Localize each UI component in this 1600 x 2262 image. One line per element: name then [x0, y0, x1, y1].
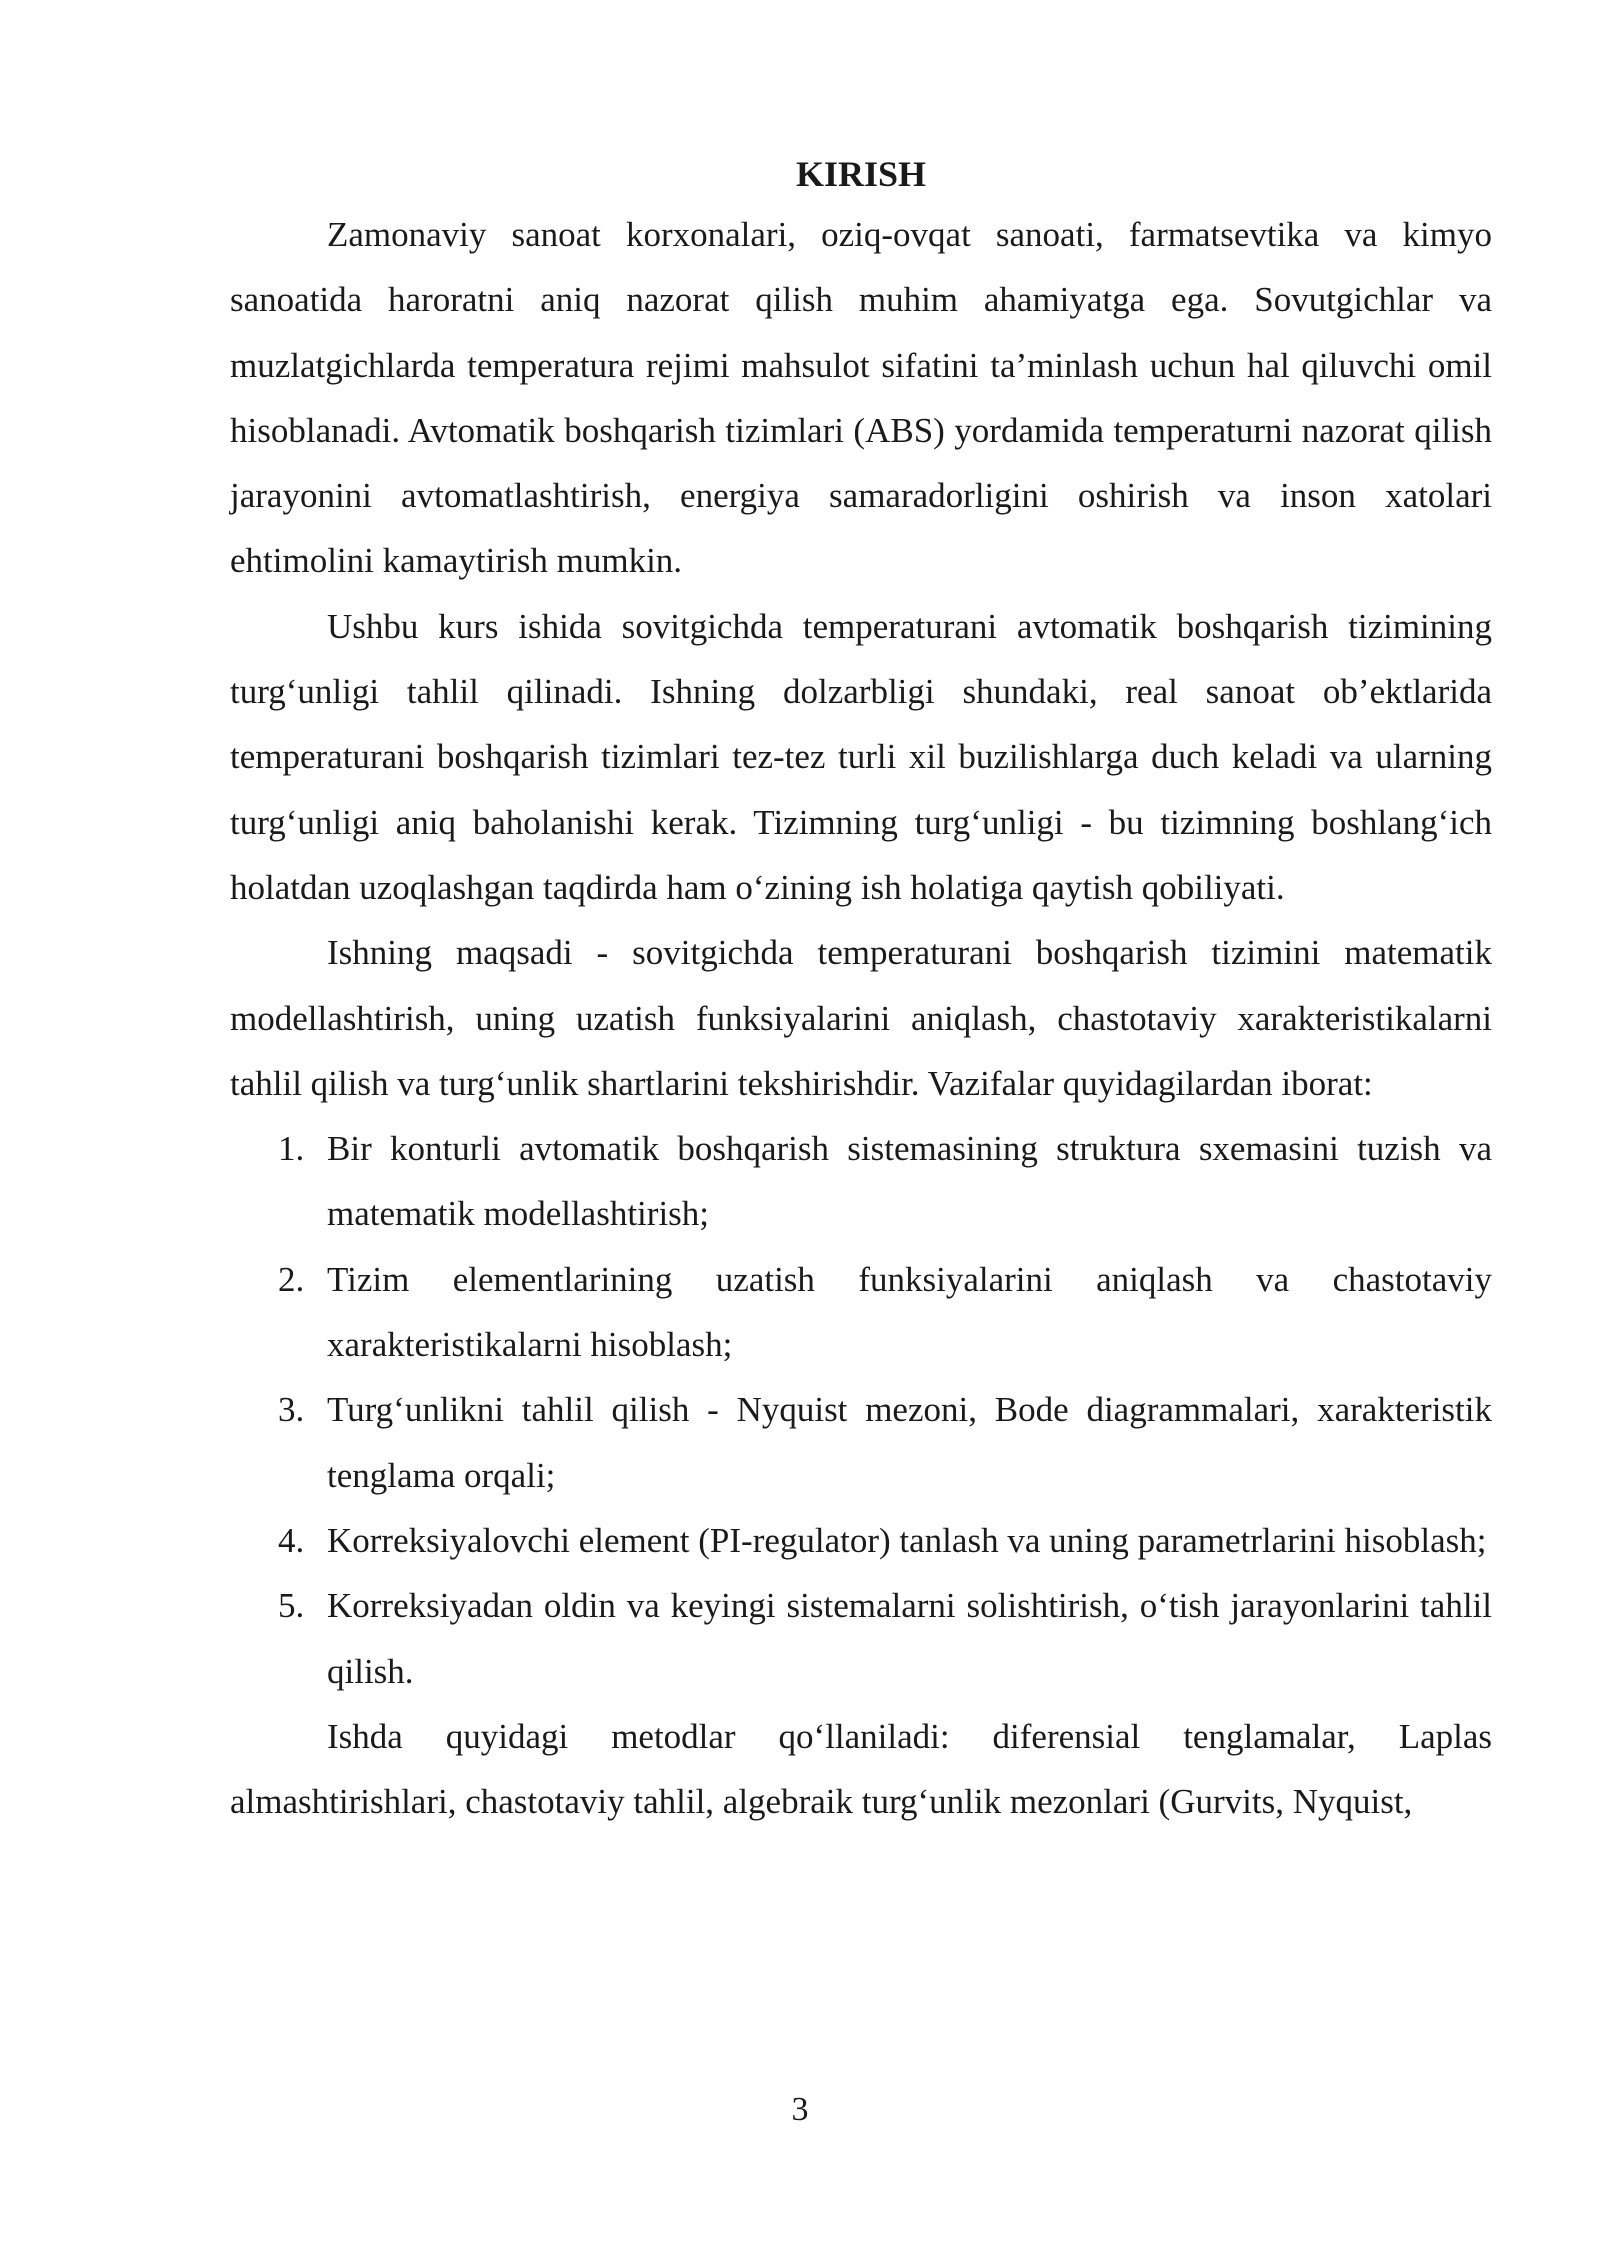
list-item-text: Bir konturli avtomatik boshqarish sistemasining struktura sxemasini tuzish va matematik modellashtirish; — [327, 1129, 1492, 1234]
list-item — [230, 1116, 1492, 1247]
list-item-number: 2. — [278, 1259, 305, 1299]
paragraph-goal: Ishning maqsadi - sovitgichda temperaturani boshqarish tizimini matematik modellashtirish, uning uzatish funksiyalarini aniqlash, chastotaviy xarakteristikalarni tahlil qilish va turg‘unlik shartlarini tekshirishdir. Vazifalar quyidagilardan iborat: — [230, 933, 1492, 1103]
list-item-number: 1. — [278, 1129, 305, 1169]
task-list — [230, 1116, 1492, 1704]
list-item — [230, 1508, 1492, 1573]
list-item-text: Korreksiyalovchi element (PI-regulator) tanlash va uning parametrlarini hisoblash; — [327, 1520, 1487, 1560]
list-item — [230, 1377, 1492, 1508]
paragraph-intro: Zamonaviy sanoat korxonalari, oziq-ovqat sanoati, farmatsevtika va kimyo sanoatida haroratni aniq nazorat qilish muhim ahamiyatga ega. Sovutgichlar va muzlatgichlarda temperatura rejimi mahsulot sifatini ta’minlash uchun hal qiluvchi omil hisoblanadi. Avtomatik boshqarish tizimlari (ABS) yordamida temperaturni nazorat qilish jarayonini avtomatlashtirish, energiya samaradorligini oshirish va inson xatolari ehtimolini kamaytirish mumkin. — [230, 215, 1492, 581]
list-item-number: 4. — [278, 1520, 305, 1560]
list-item-number: 5. — [278, 1586, 305, 1626]
paragraph-methods: Ishda quyidagi metodlar qo‘llaniladi: diferensial tenglamalar, Laplas almashtirishlari, chastotaviy tahlil, algebraik turg‘unlik mezonlari (Gurvits, Nyquist, — [230, 1716, 1492, 1822]
list-item-text: Tizim elementlarining uzatish funksiyalarini aniqlash va chastotaviy xarakteristikalarni hisoblash; — [327, 1259, 1492, 1365]
paragraph-relevance: Ushbu kurs ishida sovitgichda temperaturani avtomatik boshqarish tizimining turg‘unligi tahlil qilinadi. Ishning dolzarbligi shundaki, real sanoat ob’ektlarida temperaturani boshqarish tizimlari tez-tez turli xil buzilishlarga duch keladi va ularning turg‘unligi aniq baholanishi kerak. Tizimning turg‘unligi - bu tizimning boshlang‘ich holatdan uzoqlashgan taqdirda ham o‘zining ish holatiga qaytish qobiliyati. — [230, 606, 1492, 907]
section-title: KIRISH — [795, 154, 927, 194]
document-page — [230, 150, 1492, 1834]
list-item — [230, 1247, 1492, 1378]
list-item-text: Korreksiyadan oldin va keyingi sistemalarni solishtirish, o‘tish jarayonlarini tahlil qilish. — [327, 1586, 1492, 1691]
list-item — [230, 1573, 1492, 1704]
list-item-text: Turg‘unlikni tahlil qilish - Nyquist mezoni, Bode diagrammalari, xarakteristik tenglama orqali; — [327, 1390, 1492, 1495]
page-number: 3 — [791, 2091, 809, 2128]
list-item-number: 3. — [278, 1390, 305, 1430]
